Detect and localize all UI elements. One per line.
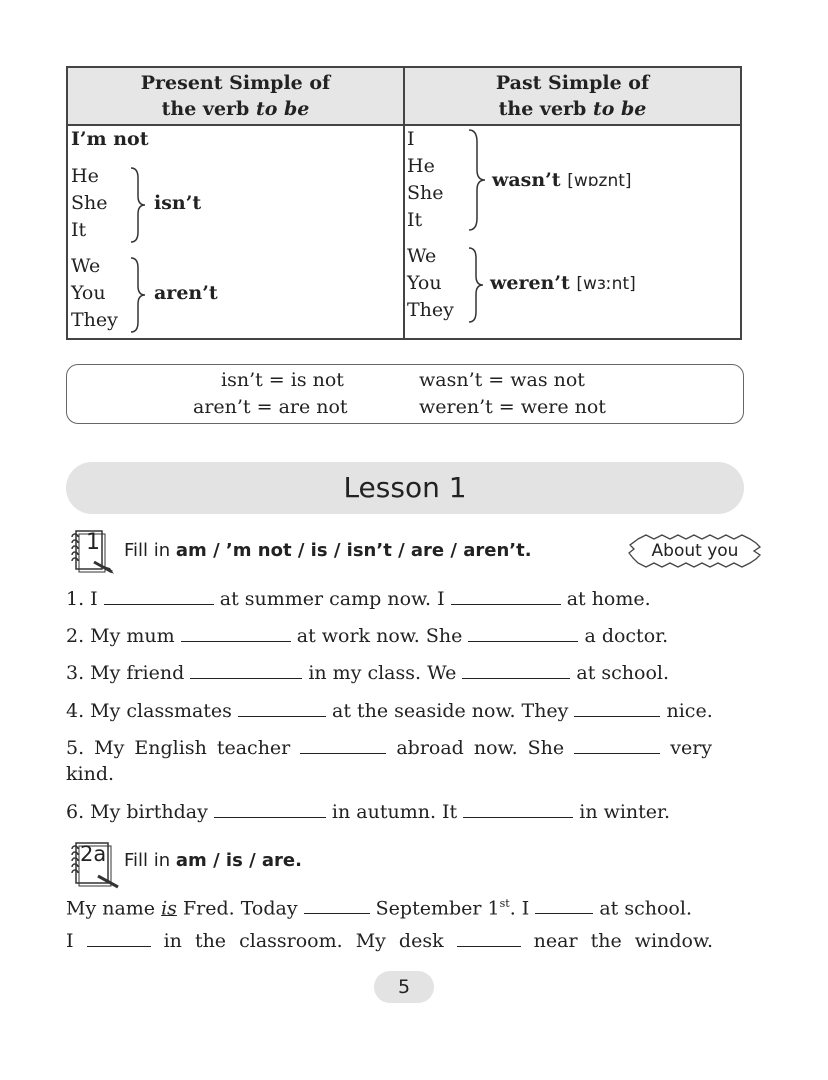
blank[interactable] (238, 698, 326, 717)
lesson-title: Lesson 1 (66, 462, 744, 514)
present-header-verb: the verb (161, 98, 256, 120)
im-not: I’m not (71, 128, 149, 150)
ex1-sentence-1 (66, 586, 651, 612)
contraction-wasnt: wasn’t = was not (419, 369, 585, 391)
contraction-werent: weren’t = were not (419, 396, 606, 418)
ex1-sentence-5 (66, 735, 712, 761)
pronoun-she: She (71, 192, 108, 214)
example-answer: is (161, 897, 177, 920)
blank[interactable] (463, 799, 573, 818)
past-header-to-be: to be (592, 98, 647, 120)
s6-part-c: in winter. (573, 801, 671, 823)
pronoun-we: We (71, 255, 101, 277)
blank[interactable] (451, 586, 561, 605)
blank[interactable] (457, 928, 521, 947)
past-pronoun-they: They (407, 299, 454, 321)
ex1-sentence-5-cont: kind. (66, 763, 115, 785)
past-header-line1: Past Simple of (495, 72, 650, 94)
brace-arent (128, 256, 148, 334)
wasnt-word: wasn’t (492, 169, 561, 191)
exercise-2a-instruction (124, 848, 302, 874)
s4-part-a: 4. My classmates (66, 700, 238, 722)
s3-part-b: in my class. We (302, 662, 463, 684)
l2-part-b: in the classroom. My desk (150, 930, 457, 952)
exercise-1-number: 1 (86, 530, 100, 555)
blank[interactable] (462, 660, 570, 679)
werent (490, 270, 636, 298)
past-header-verb: the verb (498, 98, 593, 120)
blank[interactable] (574, 735, 660, 754)
ex2-instr-prefix: Fill in (124, 850, 176, 871)
s6-part-b: in autumn. It (325, 801, 464, 823)
s1-part-b: at summer camp now. I (213, 588, 451, 610)
past-pronoun-she: She (407, 182, 444, 204)
brace-wasnt (466, 128, 488, 232)
ex1-sentence-2 (66, 623, 668, 649)
present-simple-header (68, 68, 403, 124)
ex1-sentence-3 (66, 660, 669, 686)
page-number: 5 (374, 971, 434, 1003)
s1-part-a: 1. I (66, 588, 104, 610)
pronoun-he: He (71, 165, 99, 187)
l2-part-a: I (66, 930, 87, 952)
s3-part-a: 3. My friend (66, 662, 191, 684)
contractions-box (66, 364, 744, 424)
blank[interactable] (214, 799, 326, 818)
blank[interactable] (300, 735, 386, 754)
brace-isnt (128, 166, 148, 244)
present-header-line2 (68, 96, 403, 122)
past-pronoun-we: We (407, 245, 437, 267)
pronoun-it: It (71, 219, 87, 241)
arent: aren’t (154, 282, 218, 304)
isnt: isn’t (154, 192, 202, 214)
about-you-label: About you (651, 541, 739, 561)
contraction-isnt: isn’t = is not (221, 369, 344, 391)
ex2-instr-options: am / is / are. (175, 850, 302, 871)
ex2-line-1 (66, 891, 692, 921)
past-pronoun-he: He (407, 155, 435, 177)
exercise-1-instruction (124, 538, 532, 564)
ex1-instr-prefix: Fill in (124, 540, 176, 561)
grammar-table (66, 66, 742, 340)
s6-part-a: 6. My birthday (66, 801, 214, 823)
pronoun-they: They (71, 309, 118, 331)
s2-part-b: at work now. She (290, 625, 469, 647)
s5-part-b: abroad now. She (386, 737, 575, 759)
s3-part-c: at school. (570, 662, 670, 684)
s2-part-a: 2. My mum (66, 625, 181, 647)
ordinal-suffix: st (499, 897, 510, 910)
s2-part-c: a doctor. (578, 625, 669, 647)
l1-part-b: Fred. Today (176, 897, 304, 920)
blank[interactable] (87, 928, 151, 947)
brace-werent (466, 246, 486, 324)
l1-part-d: . I (509, 897, 536, 920)
blank[interactable] (535, 895, 593, 914)
blank[interactable] (574, 698, 660, 717)
l1-part-e: at school. (593, 897, 692, 920)
s4-part-b: at the seaside now. They (325, 700, 575, 722)
l1-part-a: My name (66, 897, 162, 920)
blank[interactable] (468, 623, 578, 642)
present-header-line1: Present Simple of (140, 72, 331, 94)
blank[interactable] (104, 586, 214, 605)
pronoun-you: You (71, 282, 106, 304)
past-pronoun-you: You (407, 272, 442, 294)
ex1-sentence-6 (66, 799, 670, 825)
blank[interactable] (190, 660, 302, 679)
werent-phonetic: [wɜːnt] (576, 274, 636, 294)
past-simple-header (405, 68, 740, 124)
contraction-arent: aren’t = are not (193, 396, 348, 418)
about-you-badge (628, 533, 762, 569)
ex2-line-2 (66, 928, 713, 954)
werent-word: weren’t (490, 272, 570, 294)
past-pronoun-it: It (407, 209, 423, 231)
past-pronoun-i: I (407, 128, 415, 150)
l1-part-c: September 1 (369, 897, 500, 920)
l2-part-c: near the window. (520, 930, 713, 952)
wasnt-phonetic: [wɒznt] (567, 171, 632, 191)
past-header-line2 (405, 96, 740, 122)
ex1-instr-options: am / ’m not / is / isn’t / are / aren’t. (175, 540, 532, 561)
wasnt (492, 167, 632, 195)
present-header-to-be: to be (255, 98, 310, 120)
s1-part-c: at home. (560, 588, 651, 610)
blank[interactable] (181, 623, 291, 642)
blank[interactable] (304, 895, 370, 914)
s5-part-c: very (660, 737, 713, 759)
s5-part-a: 5. My English teacher (66, 737, 301, 759)
exercise-2a-number: 2a (80, 842, 107, 866)
s4-part-c: nice. (660, 700, 713, 722)
ex1-sentence-4 (66, 698, 713, 724)
